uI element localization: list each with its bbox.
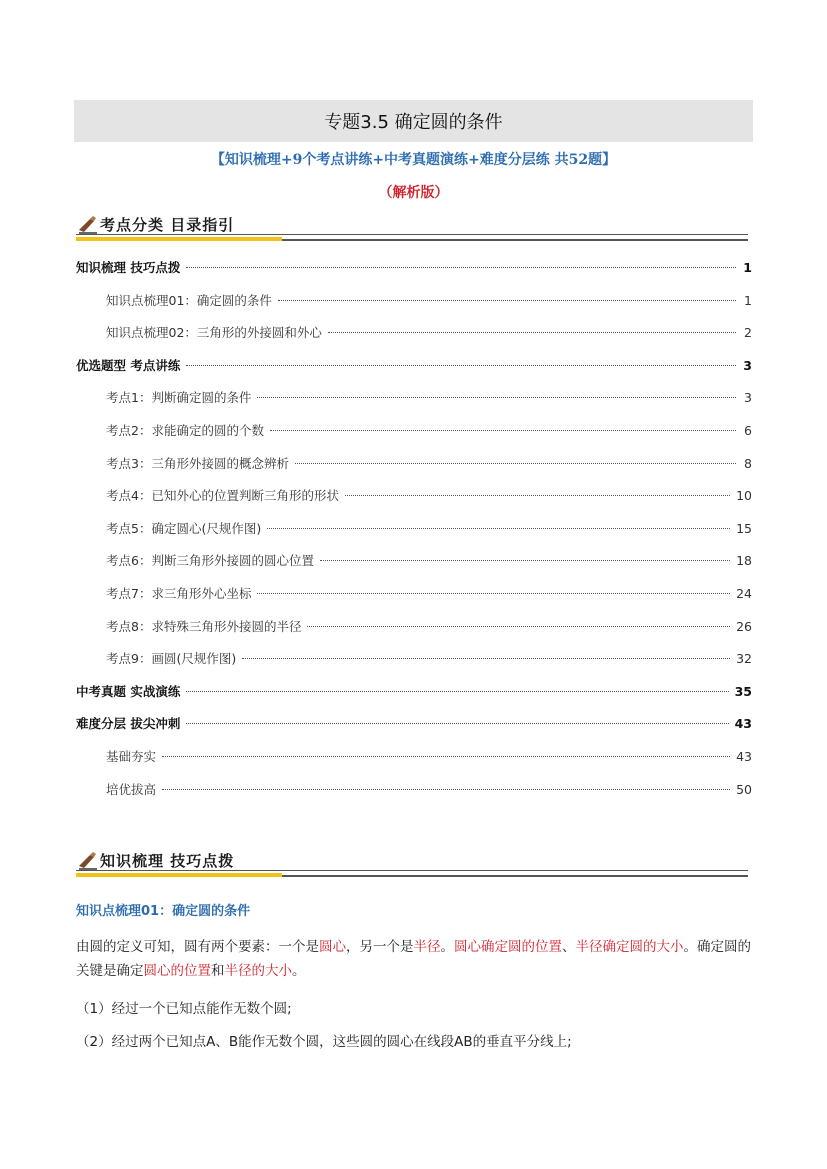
table-of-contents — [76, 252, 752, 806]
toc-section-header — [76, 212, 748, 244]
accent-underline — [76, 873, 282, 877]
toc-entry[interactable]: 考点3：三角形外接圆的概念辨析 8 — [106, 455, 752, 471]
toc-entry[interactable]: 考点4：已知外心的位置判断三角形的形状 10 — [106, 488, 752, 504]
toc-entry[interactable]: 知识点梳理02：三角形的外接圆和外心 2 — [106, 325, 752, 341]
toc-entry[interactable]: 考点7：求三角形外心坐标 24 — [106, 585, 752, 601]
accent-underline — [76, 237, 282, 241]
toc-entry[interactable]: 考点1：判断确定圆的条件 3 — [106, 390, 752, 406]
knowledge-paragraph: 由圆的定义可知，圆有两个要素：一个是圆心，另一个是半径。圆心确定圆的位置、半径确定圆的大小。确定圆的关键是确定圆心的位置和半径的大小。 — [76, 939, 751, 979]
toc-entry[interactable]: 考点5：确定圆心(尺规作图) 15 — [106, 520, 752, 536]
knowledge-point-heading: 知识点梳理01：确定圆的条件 — [76, 904, 251, 919]
knowledge-section-title: 知识梳理 技巧点拨 — [100, 852, 235, 870]
divider — [282, 239, 748, 241]
toc-entry[interactable]: 考点8：求特殊三角形外接圆的半径 26 — [106, 618, 752, 634]
toc-entry[interactable]: 中考真题 实战演练 35 — [76, 683, 752, 699]
pen-icon — [78, 852, 98, 870]
knowledge-section-header — [76, 848, 748, 880]
document-title: 专题3.5 确定圆的条件 — [324, 112, 503, 133]
document-subtitle: 【知识梳理+9个考点讲练+中考真题演练+难度分层练 共52题】 — [210, 152, 617, 168]
document-title-bar — [74, 100, 753, 142]
divider — [76, 234, 748, 235]
toc-entry[interactable]: 考点9：画圆(尺规作图) 32 — [106, 651, 752, 667]
toc-entry[interactable]: 考点2：求能确定的圆的个数 6 — [106, 422, 752, 438]
toc-entry[interactable]: 知识梳理 技巧点拨 1 — [76, 260, 752, 275]
divider — [282, 875, 748, 877]
toc-entry[interactable]: 知识点梳理01：确定圆的条件 1 — [106, 292, 752, 308]
toc-entry[interactable]: 优选题型 考点讲练 3 — [76, 357, 752, 373]
pen-icon — [78, 216, 98, 234]
knowledge-item: （2）经过两个已知点A、B能作无数个圆，这些圆的圆心在线段AB的垂直平分线上; — [76, 1034, 572, 1050]
divider — [76, 870, 748, 871]
toc-entry[interactable]: 难度分层 拔尖冲刺 43 — [76, 716, 752, 732]
toc-section-title: 考点分类 目录指引 — [100, 216, 235, 234]
toc-entry[interactable]: 培优拔高 50 — [106, 781, 752, 797]
toc-entry[interactable]: 考点6：判断三角形外接圆的圆心位置 18 — [106, 553, 752, 569]
toc-entry[interactable]: 基础夯实 43 — [106, 748, 752, 764]
knowledge-item: （1）经过一个已知点能作无数个圆; — [76, 1001, 292, 1017]
edition-label: （解析版） — [378, 185, 449, 201]
